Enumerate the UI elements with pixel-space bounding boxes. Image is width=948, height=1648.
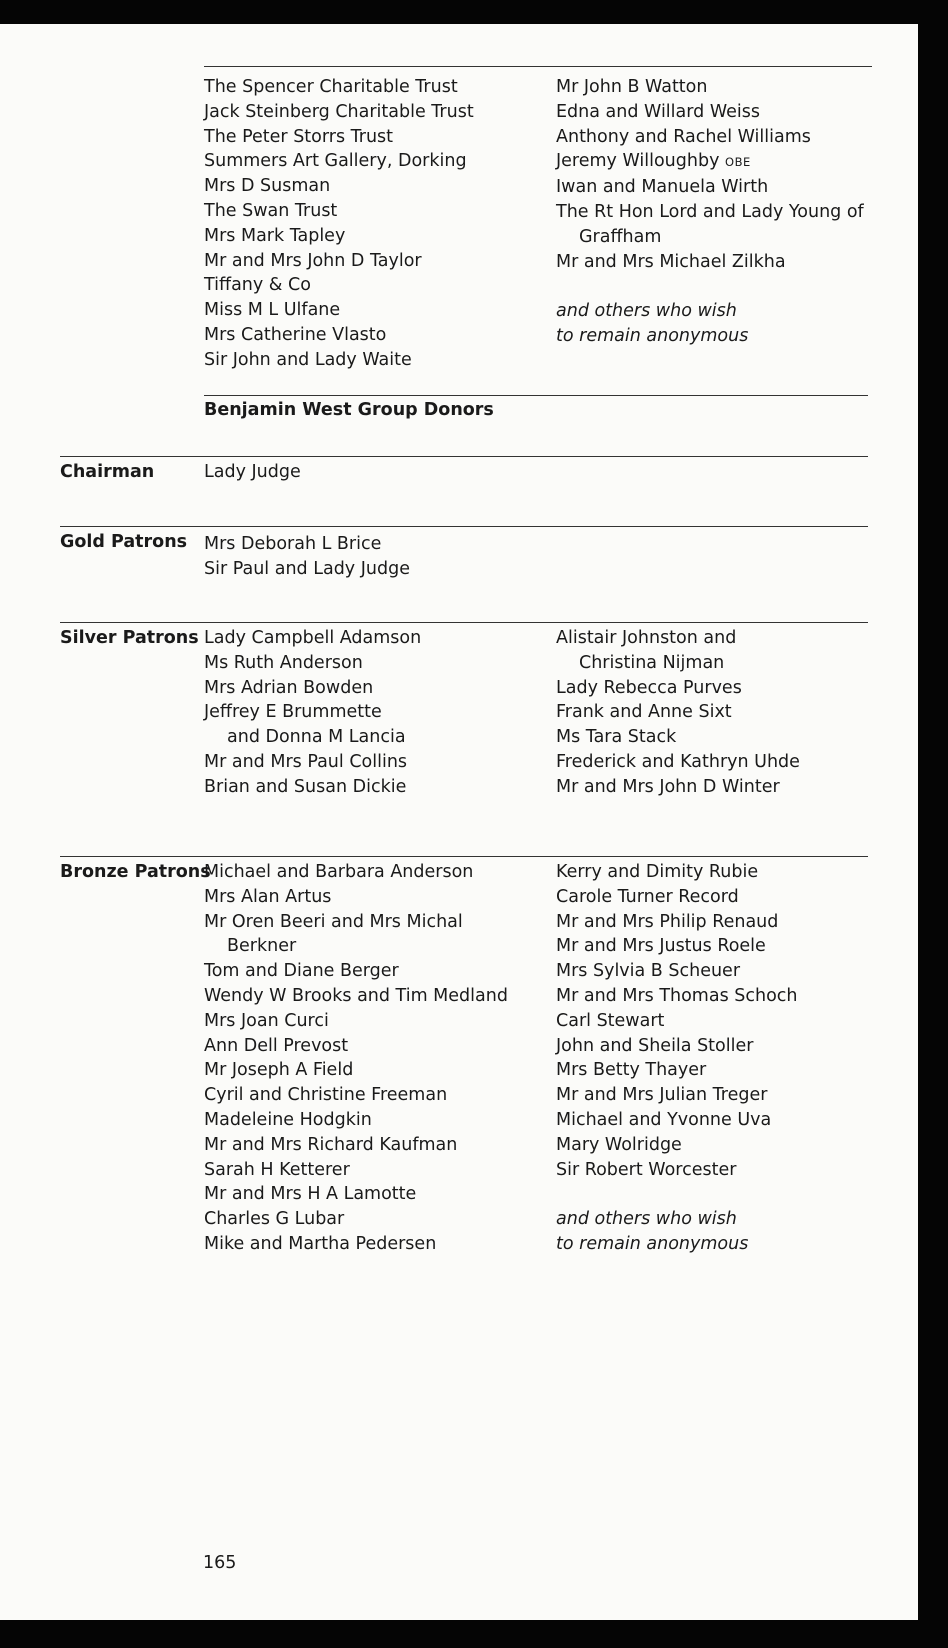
donor-name-continued: and Donna M Lancia (227, 727, 406, 748)
donor-list-right (556, 75, 864, 349)
donor-name: Wendy W Brooks and Tim Medland (204, 985, 508, 1006)
donor-name: Lady Rebecca Purves (556, 677, 742, 698)
donor-name: Brian and Susan Dickie (204, 776, 407, 797)
donor-name: Sarah H Ketterer (204, 1159, 350, 1180)
donor-name-text: Jeremy Willoughby (556, 151, 720, 172)
donor-name: The Swan Trust (204, 200, 338, 221)
section-heading: Benjamin West Group Donors (204, 400, 494, 420)
gold-patrons-list (204, 532, 410, 582)
donor-name-continued: Berkner (227, 936, 297, 957)
donor-name: Michael and Yvonne Uva (556, 1109, 772, 1130)
donor-name: Ann Dell Prevost (204, 1035, 349, 1056)
divider (60, 526, 868, 527)
donor-name: Frederick and Kathryn Uhde (556, 751, 800, 772)
donor-name: Jack Steinberg Charitable Trust (204, 101, 474, 122)
divider (204, 395, 868, 396)
bronze-patrons-right (556, 860, 798, 1257)
donor-name: Mr John B Watton (556, 77, 708, 97)
anonymous-note: and others who wish (556, 301, 737, 322)
donor-name: Michael and Barbara Anderson (204, 862, 474, 882)
donor-name (556, 149, 864, 175)
donor-name: Mary Wolridge (556, 1134, 682, 1155)
donor-name: Mr and Mrs Julian Treger (556, 1085, 768, 1106)
donor-name: The Spencer Charitable Trust (204, 77, 458, 97)
donor-name: Jeffrey E Brummette (204, 702, 382, 723)
divider (60, 456, 868, 457)
donor-name: Mrs Deborah L Brice (204, 534, 382, 554)
donor-name: Sir Robert Worcester (556, 1159, 737, 1180)
donor-name: Alistair Johnston and (556, 628, 737, 648)
donor-name: Mr and Mrs Michael Zilkha (556, 251, 786, 272)
donor-name: Mr and Mrs Paul Collins (204, 751, 408, 772)
donor-name: Mrs Alan Artus (204, 886, 332, 907)
divider (60, 856, 868, 857)
bronze-patrons-label: Bronze Patrons (60, 862, 211, 882)
donor-name: John and Sheila Stoller (556, 1035, 754, 1056)
donor-name: Iwan and Manuela Wirth (556, 177, 769, 198)
divider (60, 622, 868, 623)
donor-name: Cyril and Christine Freeman (204, 1085, 448, 1106)
donor-name: Frank and Anne Sixt (556, 702, 732, 723)
donor-name: Madeleine Hodgkin (204, 1109, 372, 1130)
donor-name: Mike and Martha Pedersen (204, 1233, 437, 1254)
page-number: 165 (203, 1553, 237, 1573)
donor-name: Kerry and Dimity Rubie (556, 862, 759, 882)
donor-name: Anthony and Rachel Williams (556, 126, 811, 147)
donor-name: Mr and Mrs John D Winter (556, 776, 780, 797)
donor-name: Mrs Betty Thayer (556, 1060, 707, 1081)
anonymous-note: to remain anonymous (556, 325, 749, 346)
donor-name: Mr and Mrs Philip Renaud (556, 911, 779, 932)
donor-name: Mrs Joan Curci (204, 1010, 329, 1031)
donor-name: Sir Paul and Lady Judge (204, 558, 410, 579)
anonymous-note: and others who wish (556, 1209, 737, 1230)
donor-name: Mr and Mrs Justus Roele (556, 936, 766, 957)
donor-name: Mr Joseph A Field (204, 1060, 354, 1081)
donor-name: Mrs Catherine Vlasto (204, 324, 387, 345)
donor-name: Mr Oren Beeri and Mrs Michal (204, 911, 463, 932)
chairman-label: Chairman (60, 462, 155, 482)
chairman-list (204, 460, 301, 485)
honour-suffix: OBE (725, 155, 751, 170)
donor-name: Sir John and Lady Waite (204, 349, 412, 370)
donor-name: Edna and Willard Weiss (556, 101, 760, 122)
silver-patrons-right (556, 626, 800, 800)
donor-name-continued: Graffham (579, 226, 662, 247)
document-page (0, 24, 918, 1620)
donor-name: Tiffany & Co (204, 275, 311, 296)
donor-name: Mrs Adrian Bowden (204, 677, 374, 698)
silver-patrons-label: Silver Patrons (60, 628, 199, 648)
donor-name: Tom and Diane Berger (204, 961, 399, 982)
donor-name: Mr and Mrs Thomas Schoch (556, 985, 798, 1006)
bronze-patrons-left (204, 860, 508, 1257)
silver-patrons-left (204, 626, 421, 800)
donor-name: Charles G Lubar (204, 1209, 345, 1230)
donor-name: Miss M L Ulfane (204, 300, 341, 321)
donor-name: Carole Turner Record (556, 886, 739, 907)
donor-name: Mr and Mrs Richard Kaufman (204, 1134, 458, 1155)
donor-name: Lady Judge (204, 462, 301, 482)
donor-name: Ms Ruth Anderson (204, 652, 363, 673)
donor-name: Mrs D Susman (204, 176, 331, 197)
donor-name: Mr and Mrs H A Lamotte (204, 1184, 417, 1205)
donor-name: The Rt Hon Lord and Lady Young of (556, 201, 864, 222)
divider (204, 66, 872, 67)
donor-name-continued: Christina Nijman (579, 652, 725, 673)
donor-name: Carl Stewart (556, 1010, 665, 1031)
donor-name: Lady Campbell Adamson (204, 628, 422, 648)
donor-name: Mrs Mark Tapley (204, 225, 346, 246)
gold-patrons-label: Gold Patrons (60, 532, 188, 552)
donor-name: Summers Art Gallery, Dorking (204, 151, 467, 172)
donor-name: Mrs Sylvia B Scheuer (556, 961, 741, 982)
donor-name: Ms Tara Stack (556, 727, 677, 748)
donor-name: Mr and Mrs John D Taylor (204, 250, 422, 271)
anonymous-note: to remain anonymous (556, 1233, 749, 1254)
donor-name: The Peter Storrs Trust (204, 126, 394, 147)
donor-list-left (204, 75, 474, 373)
